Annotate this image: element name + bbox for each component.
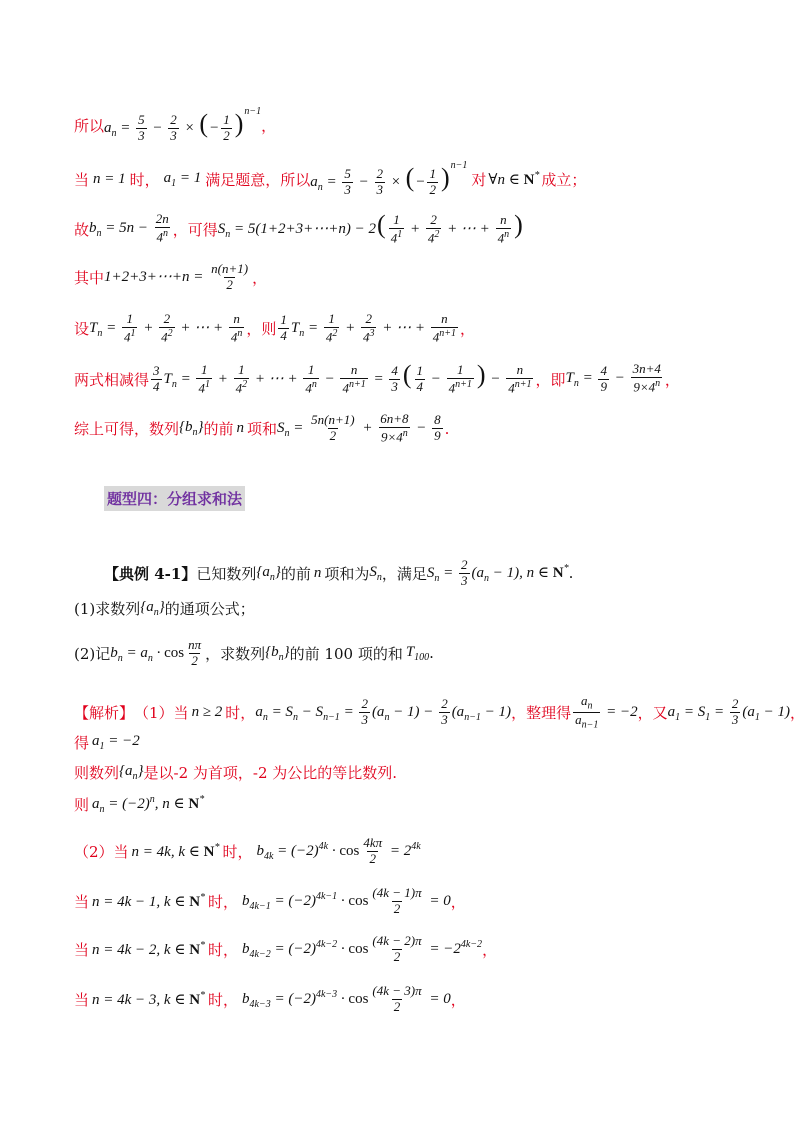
text-when: 当 xyxy=(74,892,90,911)
formula-case-4k-1: n = 4k − 1, k ∈ N* xyxy=(92,891,206,910)
formula-three-quarter-tn: $\frac{3}{4}$ $T_n$ = $\frac{1}{4^1}$ + $\frac{1}{4^2}$ + ⋯ + $\frac{1}{4^n}$ − $\frac{n}{4^{n+1}}$ = $\frac{4}{3}$ ( $\frac{1}{4}$ − $\frac{1}{4^{n+1}}$ ) − $\frac{n}{4^{n+1}}$ xyxy=(153,360,532,396)
formula-bn-set: $\{b_n\}$ xyxy=(265,643,290,663)
formula-sn-result: $S_n$ = $\frac{5n(n+1)}{2}$ + $\frac{6n+8}{9\times 4^n}$ − $\frac{8}{9}$ xyxy=(277,411,441,445)
line-an-formula xyxy=(74,106,760,144)
q2-text-b: ，求数列 xyxy=(205,644,266,663)
q1-text: (1)求数列 xyxy=(74,600,141,618)
comma: ， xyxy=(252,268,268,287)
example-label: 【典例 4-1】 xyxy=(104,564,197,583)
question-1 xyxy=(74,598,760,619)
text-time: 时， xyxy=(129,170,160,189)
line-bn-sn xyxy=(74,212,760,246)
text-time: 时， xyxy=(208,892,239,911)
formula-an-set: $\{a_n\}$ xyxy=(119,763,144,782)
text-simplify: ，整理得 xyxy=(511,704,572,723)
text-time: 时， xyxy=(208,940,239,959)
solution-line-2 xyxy=(74,732,760,753)
text-first: 的前 xyxy=(203,420,234,439)
text-time: 时， xyxy=(225,704,256,723)
line-n-equals-1 xyxy=(74,160,760,198)
formula-case-4k: n = 4k, k ∈ N* xyxy=(131,841,220,860)
formula-an-2: $a_n$ = $\frac{5}{3}$ − $\frac{2}{3}$ × (− $\frac{1}{2}$ )$^{n-1}$ xyxy=(310,160,468,198)
period: . xyxy=(444,419,450,438)
line-subtract xyxy=(74,362,760,396)
text-known: 已知数列 xyxy=(196,564,257,583)
formula-b4k-3: $b_{4k-3} = (-2)^{4k-3} \cdot \cos$ $\frac{(4k - 3)\pi}{2}$ = 0 xyxy=(242,983,451,1014)
text-geometric: 是以-2 为首项，-2 为公比的等比数列. xyxy=(143,764,398,782)
text-then-sequence: 则数列 xyxy=(74,764,120,782)
solution-line-7 xyxy=(74,934,760,965)
text-let: 设 xyxy=(74,320,90,339)
formula-sn: $S_n$ xyxy=(369,563,382,583)
text-so: 所以 xyxy=(74,116,105,135)
formula-n-ge-2: n ≥ 2 xyxy=(191,704,223,721)
text-when: 当 xyxy=(74,990,90,1009)
text-satisfy: 满足题意，所以 xyxy=(205,170,311,189)
text-when: 当 xyxy=(74,940,90,959)
comma: ， xyxy=(459,320,475,339)
formula-case-4k-2: n = 4k − 2, k ∈ N* xyxy=(92,939,206,958)
comma: ， xyxy=(261,116,277,135)
text-first: 的前 xyxy=(280,564,311,583)
example-statement xyxy=(74,558,760,589)
text-when: （1）当 xyxy=(134,704,189,723)
text-holds: 成立； xyxy=(541,170,587,189)
comma: ， xyxy=(450,990,466,1009)
formula-bn-def: $b_n = a_n \cdot \cos$ $\frac{n\pi}{2}$ xyxy=(110,637,202,668)
text-subtract: 两式相减得 xyxy=(74,370,150,389)
text-thus: 故 xyxy=(74,220,90,239)
comma: ， xyxy=(664,370,680,389)
formula-n1: n = 1 xyxy=(93,170,126,187)
text-then: ，则 xyxy=(246,320,277,339)
text-also: ，又 xyxy=(637,704,668,723)
formula-an-set: $\{a_n\}$ xyxy=(140,599,165,618)
text-where: 其中 xyxy=(74,268,105,287)
formula-tn: $T_n$ = $\frac{1}{4^1}$ + $\frac{2}{4^2}$ + ⋯ + $\frac{n}{4^n}$ xyxy=(89,311,243,345)
line-sum-formula xyxy=(74,262,760,293)
formula-n: n xyxy=(236,420,245,437)
formula-a1-value: $a_1 = -2$ xyxy=(92,733,140,752)
q1-text-end: 的通项公式； xyxy=(164,600,255,618)
formula-b4k: $b_{4k} = (-2)^{4k} \cdot \cos$ $\frac{4k\pi}{2}$ = $2^{4k}$ xyxy=(256,835,421,866)
q2-text: (2)记 xyxy=(74,644,111,663)
formula-an-recursion: $a_n = S_n - S_{n-1}$ = $\frac{2}{3}$ $(a_n - 1)$ − $\frac{2}{3}$ $(a_{n-1} - 1)$ xyxy=(255,696,512,728)
formula-an: $a_n$ = $\frac{5}{3}$ − $\frac{2}{3}$ × (− $\frac{1}{2}$ )$^{n-1}$ xyxy=(104,106,262,144)
solution-line-3 xyxy=(74,762,760,783)
solution-label: 【解析】 xyxy=(74,704,135,723)
formula-case-4k-3: n = 4k − 3, k ∈ N* xyxy=(92,989,206,1008)
formula-bn: $b_n = 5n$ − $\frac{2n}{4^n}$ xyxy=(89,211,169,245)
formula-forall: ∀n ∈ N* xyxy=(488,169,540,188)
comma: ， xyxy=(482,940,498,959)
formula-a1: $a_1 = 1$ xyxy=(163,169,202,189)
comma: ， xyxy=(789,704,805,723)
formula-sum: 1+2+3+⋯+n = $\frac{n(n+1)}{2}$ xyxy=(104,261,249,292)
formula-an-closed: $a_n = (-2)^n$, n ∈ N* xyxy=(92,794,205,815)
formula-a1-s1: $a_1 = S_1$ = $\frac{2}{3}$ $(a_1 - 1)$ xyxy=(667,696,790,728)
formula-tn-result: $T_n$ = $\frac{4}{9}$ − $\frac{3n+4}{9\times 4^n}$ xyxy=(565,361,661,395)
text-when: （2）当 xyxy=(74,842,129,861)
formula-bn-set: $\{b_n\}$ xyxy=(179,419,204,439)
solution-line-5 xyxy=(74,836,760,867)
formula-sn-def: $S_n$ = $\frac{2}{3}$ $(a_n - 1)$, n ∈ N* xyxy=(426,557,569,588)
formula-quarter-tn: $\frac{1}{4}$ $T_n$ = $\frac{1}{4^2}$ + $\frac{2}{4^3}$ + ⋯ + $\frac{n}{4^{n+1}}$ xyxy=(280,311,456,345)
solution-line-6 xyxy=(74,886,760,917)
comma: ， xyxy=(450,892,466,911)
text-time: 时， xyxy=(208,990,239,1009)
formula-t100: $T_{100}$ xyxy=(405,643,430,663)
text-terms-sum-is: 项和为 xyxy=(324,564,370,583)
solution-line-1 xyxy=(74,693,805,731)
text-get: 得 xyxy=(74,734,90,752)
text-time: 时， xyxy=(222,842,253,861)
line-tn-def xyxy=(74,312,760,345)
text-in-summary: 综上可得，数列 xyxy=(74,420,180,439)
formula-ratio: $\frac{a_n}{a_{n-1}}$ = −2 xyxy=(575,693,638,731)
q2-text-c: 的前 100 项的和 xyxy=(289,644,403,663)
formula-b4k-2: $b_{4k-2} = (-2)^{4k-2} \cdot \cos$ $\frac{(4k - 2)\pi}{2}$ = $-2^{4k-2}$ xyxy=(242,933,483,964)
period: . xyxy=(429,644,434,663)
text-then: 则 xyxy=(74,796,90,814)
text-obtain: ，可得 xyxy=(172,220,218,239)
text-satisfy: ，满足 xyxy=(381,564,427,583)
text-terms-sum: 项和 xyxy=(247,420,278,439)
solution-line-4 xyxy=(74,794,760,815)
text-ie: ，即 xyxy=(535,370,566,389)
formula-sn: $S_n$ = 5(1+2+3+⋯+n) − 2( $\frac{1}{4^1}$ + $\frac{2}{4^2}$ + ⋯ + $\frac{n}{4^n}$ ) xyxy=(217,210,523,246)
text-for: 对 xyxy=(471,170,487,189)
formula-an-set: $\{a_n\}$ xyxy=(256,563,281,583)
line-conclusion xyxy=(74,412,760,445)
period: . xyxy=(568,564,574,583)
formula-n: n xyxy=(313,564,322,581)
formula-b4k-1: $b_{4k-1} = (-2)^{4k-1} \cdot \cos$ $\frac{(4k - 1)\pi}{2}$ = 0 xyxy=(242,885,451,916)
section-title: 题型四：分组求和法 xyxy=(104,486,245,511)
question-2 xyxy=(74,638,760,669)
text-when: 当 xyxy=(74,170,90,189)
solution-line-8 xyxy=(74,984,760,1015)
